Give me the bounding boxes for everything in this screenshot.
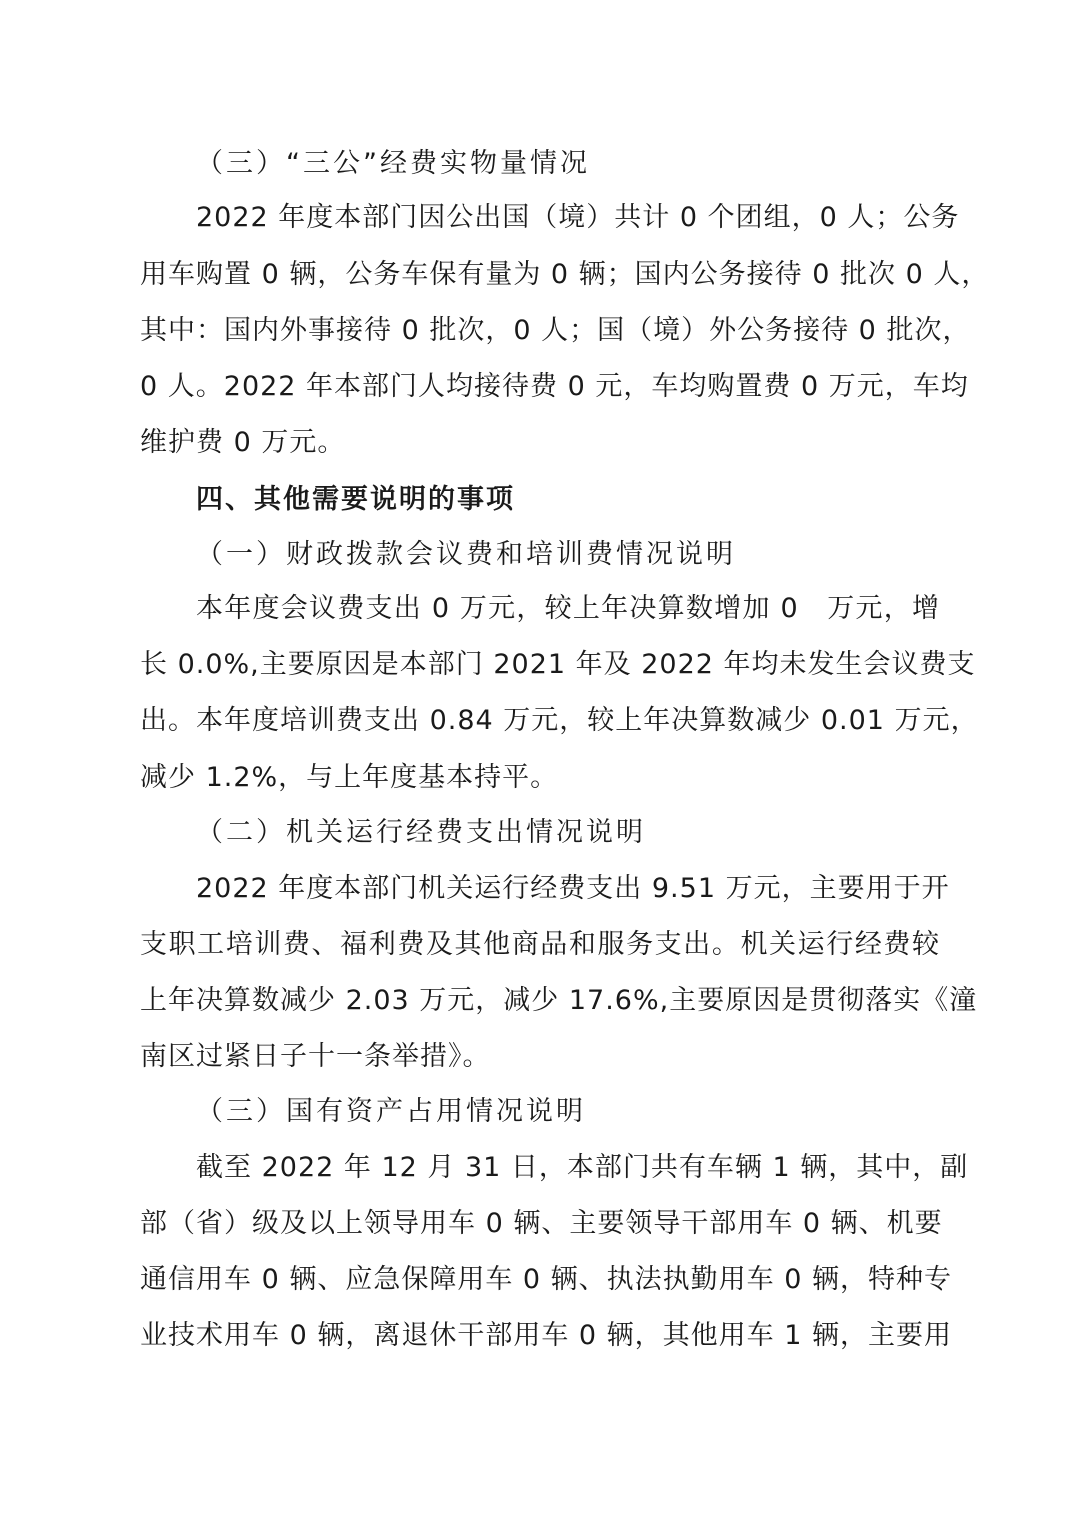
- paragraph-line: 部（省）级及以上领导用车 0 辆、主要领导干部用车 0 辆、机要: [140, 1208, 943, 1239]
- chapter-heading-other-matters: 四、其他需要说明的事项: [196, 484, 515, 515]
- paragraph-line: 2022 年度本部门机关运行经费支出 9.51 万元，主要用于开: [196, 873, 950, 904]
- paragraph-line: 长 0.0%,主要原因是本部门 2021 年及 2022 年均未发生会议费支: [140, 649, 976, 680]
- paragraph-line: 用车购置 0 辆，公务车保有量为 0 辆；国内公务接待 0 批次 0 人，: [140, 259, 990, 290]
- section-heading-operating-expenses: （二）机关运行经费支出情况说明: [196, 817, 646, 848]
- paragraph-line: 0 人。2022 年本部门人均接待费 0 元，车均购置费 0 万元，车均: [140, 371, 969, 402]
- paragraph-line: 支职工培训费、福利费及其他商品和服务支出。机关运行经费较: [140, 929, 940, 960]
- paragraph-line: 截至 2022 年 12 月 31 日，本部门共有车辆 1 辆，其中，副: [196, 1152, 969, 1183]
- paragraph-line: 2022 年度本部门因公出国（境）共计 0 个团组，0 人；公务: [196, 202, 960, 233]
- section-heading-state-assets: （三）国有资产占用情况说明: [196, 1096, 586, 1127]
- paragraph-line: 减少 1.2%，与上年度基本持平。: [140, 762, 559, 793]
- paragraph-line: 本年度会议费支出 0 万元，较上年决算数增加 0 万元，增: [196, 593, 940, 624]
- paragraph-line: 其中：国内外事接待 0 批次，0 人；国（境）外公务接待 0 批次，: [140, 315, 971, 346]
- paragraph-line: 通信用车 0 辆、应急保障用车 0 辆、执法执勤用车 0 辆，特种专: [140, 1264, 953, 1295]
- section-heading-san-gong: （三）“三公”经费实物量情况: [196, 148, 590, 179]
- paragraph-line: 业技术用车 0 辆，离退休干部用车 0 辆，其他用车 1 辆，主要用: [140, 1320, 953, 1351]
- paragraph-line: 出。本年度培训费支出 0.84 万元，较上年决算数减少 0.01 万元，: [140, 705, 979, 736]
- paragraph-line: 维护费 0 万元。: [140, 427, 346, 458]
- paragraph-line: 南区过紧日子十一条举措》。: [140, 1041, 491, 1072]
- section-heading-meeting-training: （一）财政拨款会议费和培训费情况说明: [196, 539, 736, 570]
- paragraph-line: 上年决算数减少 2.03 万元，减少 17.6%,主要原因是贯彻落实《潼: [140, 985, 978, 1016]
